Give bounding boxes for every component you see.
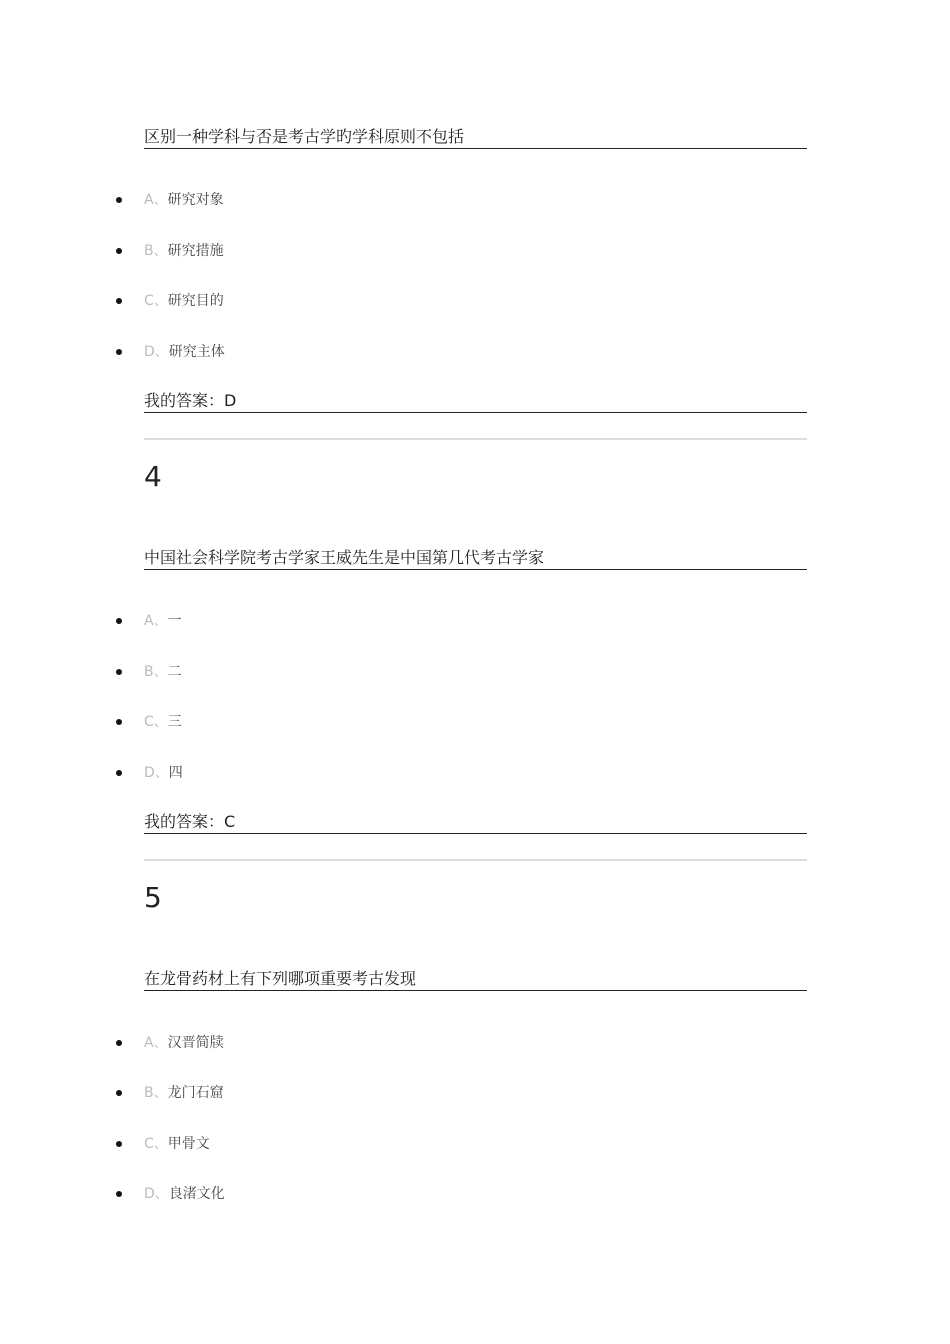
option-d[interactable] — [144, 763, 183, 783]
option-b[interactable] — [144, 1083, 224, 1103]
bullet-icon — [116, 248, 122, 254]
option-a[interactable] — [144, 611, 182, 631]
option-letter: B、 — [144, 243, 168, 259]
option-d[interactable] — [144, 1184, 225, 1204]
option-text: 良渚文化 — [168, 1186, 225, 1202]
question-stem: 中国社会科学院考古学家王威先生是中国第几代考古学家 — [144, 547, 807, 570]
option-letter: C、 — [144, 1136, 168, 1152]
question-number: 5 — [144, 881, 162, 914]
my-answer: 我的答案：C — [144, 811, 807, 834]
option-text: 研究主体 — [168, 344, 225, 360]
option-text: 二 — [167, 664, 182, 680]
bullet-icon — [116, 770, 122, 776]
option-text: 研究对象 — [167, 192, 224, 208]
bullet-icon — [116, 669, 122, 675]
option-text: 一 — [167, 613, 182, 629]
option-letter: D、 — [144, 1186, 169, 1202]
bullet-icon — [116, 298, 122, 304]
option-text: 研究目的 — [167, 293, 224, 309]
option-letter: D、 — [144, 765, 169, 781]
bullet-icon — [116, 1141, 122, 1147]
option-text: 四 — [168, 765, 183, 781]
option-letter: B、 — [144, 1085, 168, 1101]
my-answer: 我的答案：D — [144, 390, 807, 413]
option-text: 龙门石窟 — [167, 1085, 224, 1101]
option-c[interactable] — [144, 1134, 210, 1154]
option-a[interactable] — [144, 1033, 224, 1053]
option-letter: A、 — [144, 613, 168, 629]
option-a[interactable] — [144, 190, 224, 210]
bullet-icon — [116, 197, 122, 203]
section-divider — [144, 438, 807, 440]
option-c[interactable] — [144, 291, 224, 311]
option-letter: A、 — [144, 192, 168, 208]
question-number: 4 — [144, 460, 162, 493]
bullet-icon — [116, 349, 122, 355]
option-letter: C、 — [144, 714, 168, 730]
bullet-icon — [116, 719, 122, 725]
option-text: 研究措施 — [167, 243, 224, 259]
option-letter: B、 — [144, 664, 168, 680]
option-letter: D、 — [144, 344, 169, 360]
section-divider — [144, 859, 807, 861]
option-d[interactable] — [144, 342, 225, 362]
option-text: 三 — [167, 714, 182, 730]
option-text: 汉晋简牍 — [167, 1035, 224, 1051]
option-text: 甲骨文 — [167, 1136, 210, 1152]
bullet-icon — [116, 1040, 122, 1046]
option-b[interactable] — [144, 241, 224, 261]
bullet-icon — [116, 618, 122, 624]
question-stem: 在龙骨药材上有下列哪项重要考古发现 — [144, 968, 807, 991]
question-stem: 区别一种学科与否是考古学旳学科原则不包括 — [144, 126, 807, 149]
bullet-icon — [116, 1191, 122, 1197]
option-letter: A、 — [144, 1035, 168, 1051]
option-c[interactable] — [144, 712, 182, 732]
option-letter: C、 — [144, 293, 168, 309]
option-b[interactable] — [144, 662, 182, 682]
bullet-icon — [116, 1090, 122, 1096]
